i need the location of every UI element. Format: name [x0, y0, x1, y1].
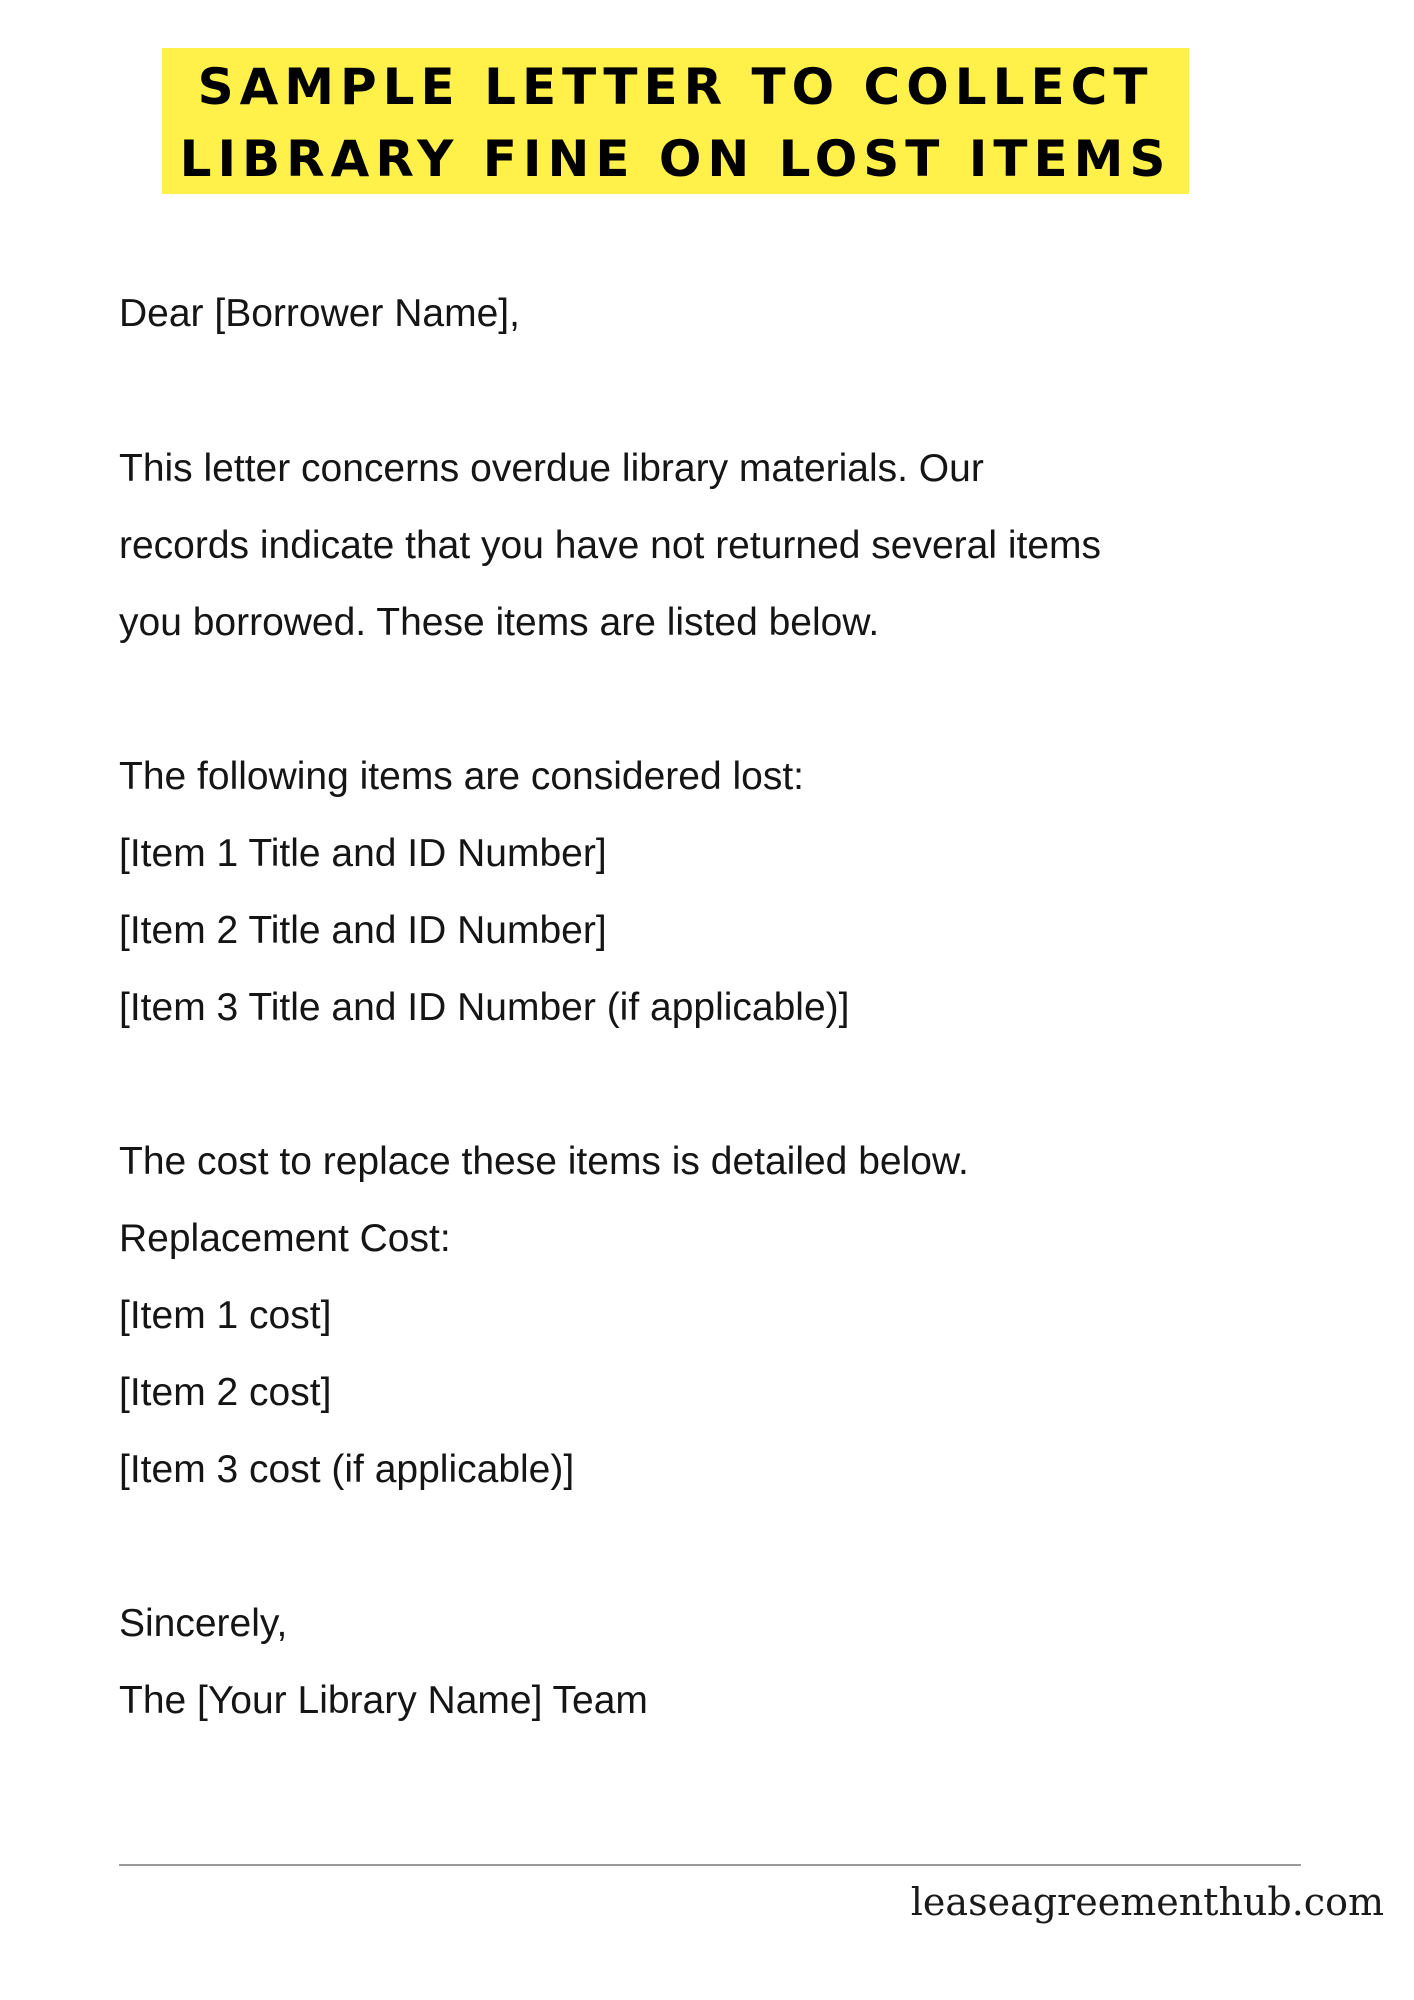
- cost-item-3: [Item 3 cost (if applicable)]: [119, 1448, 575, 1491]
- page-title-line-2: LIBRARY FINE ON LOST ITEMS: [179, 130, 1172, 188]
- page-title-line-1: SAMPLE LETTER TO COLLECT: [197, 58, 1154, 116]
- intro-line-1: This letter concerns overdue library materials. Our: [119, 447, 984, 490]
- lost-item-3: [Item 3 Title and ID Number (if applicable)]: [119, 986, 850, 1029]
- closing: Sincerely,: [119, 1602, 288, 1645]
- intro-line-2: records indicate that you have not returned several items: [119, 524, 1102, 567]
- lost-items-heading: The following items are considered lost:: [119, 755, 804, 798]
- intro-line-3: you borrowed. These items are listed below.: [119, 601, 880, 644]
- replacement-cost-heading: Replacement Cost:: [119, 1217, 451, 1260]
- salutation: Dear [Borrower Name],: [119, 292, 520, 335]
- cost-intro: The cost to replace these items is detailed below.: [119, 1140, 969, 1183]
- footer-website: leaseagreementhub.com: [910, 1880, 1384, 1924]
- lost-item-1: [Item 1 Title and ID Number]: [119, 832, 607, 875]
- lost-item-2: [Item 2 Title and ID Number]: [119, 909, 607, 952]
- cost-item-1: [Item 1 cost]: [119, 1294, 332, 1337]
- footer-divider: [119, 1864, 1301, 1866]
- title-highlight-block: [162, 48, 1189, 194]
- cost-item-2: [Item 2 cost]: [119, 1371, 332, 1414]
- signature: The [Your Library Name] Team: [119, 1679, 648, 1722]
